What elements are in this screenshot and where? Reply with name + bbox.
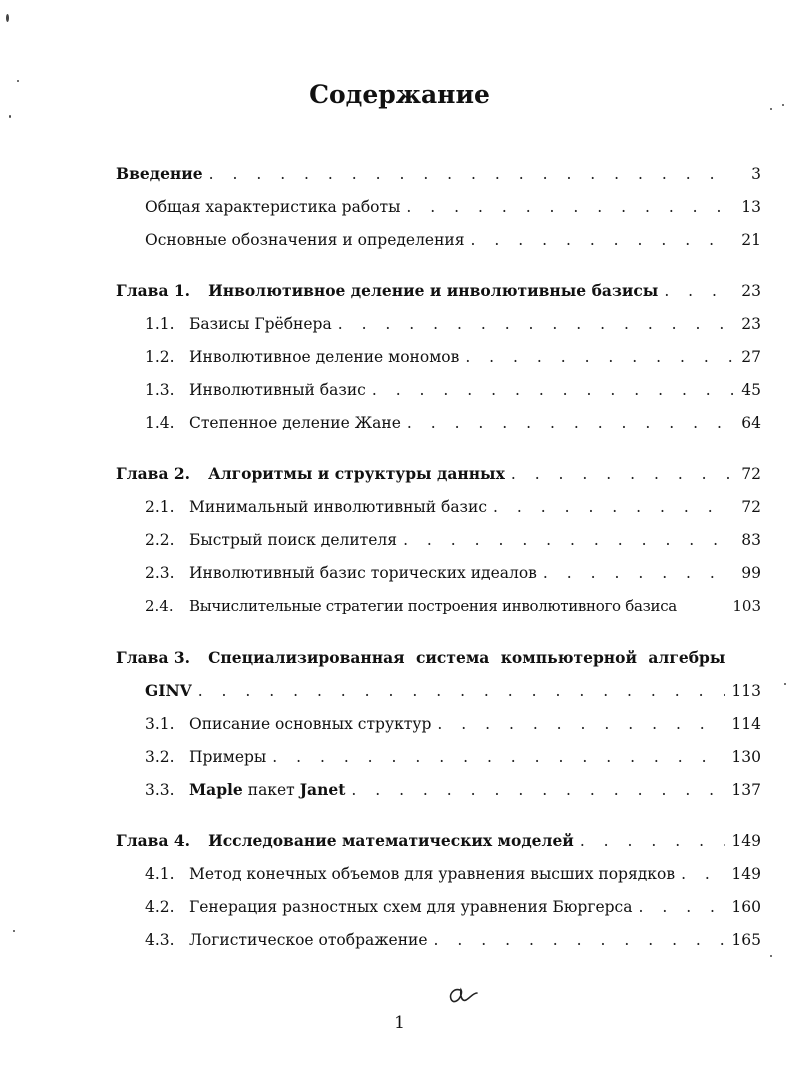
toc-section-number: 3.2. [145,748,175,766]
page-title: Содержание [309,80,490,109]
scan-speck [784,683,786,685]
toc-entry-page: 27 [741,348,761,366]
scan-speck [17,80,19,82]
page-number: 1 [394,1013,405,1033]
toc-chapter-2[interactable] [116,464,761,484]
toc-chapter-1[interactable] [116,281,761,301]
toc-section-number: 2.1. [145,498,175,516]
toc-entry-page: 23 [741,282,761,300]
toc-leader-dots [511,464,733,484]
scan-speck [782,104,784,106]
toc-entry-intro-2[interactable] [145,230,761,250]
toc-entry-title: Примеры [189,748,267,766]
toc-title-package: пакет [247,781,295,799]
toc-section-2-4[interactable] [145,596,761,616]
toc-entry-page: 64 [741,414,761,432]
toc-section-4-2[interactable] [145,897,761,917]
toc-section-number: 4.1. [145,865,175,883]
toc-leader-dots [465,347,733,367]
scan-speck [770,108,772,110]
toc-leader-dots [209,164,733,184]
toc-entry-title: Степенное деление Жане [189,414,401,432]
scan-speck [9,115,11,118]
toc-leader-dots [272,747,725,767]
toc-section-number: 1.4. [145,414,175,432]
toc-leader-dots [372,380,733,400]
toc-section-number: 2.2. [145,531,175,549]
toc-entry-title: Основные обозначения и определения [145,231,465,249]
toc-entry-title: Быстрый поиск делителя [189,531,398,549]
toc-section-number: 1.2. [145,348,175,366]
toc-leader-dots [406,197,733,217]
toc-leader-dots [681,864,725,884]
toc-leader-dots [493,497,733,517]
toc-section-4-3[interactable] [145,930,761,950]
toc-section-1-3[interactable] [145,380,761,400]
toc-entry-title: Генерация разностных схем для уравнения Бюргерса [189,898,633,916]
toc-entry-page: 113 [731,682,761,700]
toc-chapter-label: Глава 2. [116,464,191,483]
handwritten-mark-icon [446,984,480,1010]
toc-entry-page: 45 [741,381,761,399]
toc-entry-page: 149 [731,865,761,883]
toc-entry-page: 165 [731,931,761,949]
toc-section-number: 2.3. [145,564,175,582]
toc-entry-page: 21 [741,231,761,249]
toc-section-number: 2.4. [145,597,174,615]
toc-section-1-1[interactable] [145,314,761,334]
toc-entry-title: Минимальный инволютивный базис [189,498,488,516]
toc-entry-page: 137 [731,781,761,799]
toc-chapter-title: Инволютивное деление и инволютивные базисы [208,281,659,300]
toc-entry-page: 13 [741,198,761,216]
toc-entry-page: 3 [751,165,761,183]
toc-entry-title: Общая характеристика работы [145,198,401,216]
toc-section-3-3[interactable] [145,780,761,800]
toc-entry-title: Введение [116,164,203,183]
toc-chapter-4[interactable] [116,831,761,851]
toc-section-number: 1.1. [145,315,175,333]
toc-chapter-title: Алгоритмы и структуры данных [208,464,505,483]
toc-entry-title: Инволютивный базис торических идеалов [189,564,537,582]
toc-entry-title: Инволютивный базис [189,381,366,399]
toc-entry-title [189,780,345,800]
toc-chapter-label: Глава 4. [116,831,191,850]
toc-title-janet: Janet [299,780,346,799]
toc-entry-page: 23 [741,315,761,333]
toc-entry-intro[interactable] [116,164,761,184]
toc-entry-page: 99 [741,564,761,582]
toc-entry-page: 103 [732,597,761,615]
toc-entry-page: 130 [731,748,761,766]
toc-section-number: 3.3. [145,781,175,799]
toc-section-number: 4.3. [145,931,175,949]
toc-chapter-label: Глава 1. [116,281,191,300]
toc-chapter-title: Специализированная система компьютерной алгебры [208,648,726,667]
toc-chapter-3[interactable] [116,648,761,668]
toc-entry-title: Описание основных структур [189,715,432,733]
toc-entry-page: 72 [741,498,761,516]
toc-section-2-2[interactable] [145,530,761,550]
toc-leader-dots [407,413,733,433]
toc-section-3-2[interactable] [145,747,761,767]
toc-chapter-label: Глава 3. [116,648,191,667]
toc-entry-page: 83 [741,531,761,549]
toc-section-number: 4.2. [145,898,175,916]
toc-entry-title: Логистическое отображение [189,931,428,949]
toc-entry-title: Вычислительные стратегии построения инволютивного базиса [189,597,677,615]
toc-entry-title: Метод конечных объемов для уравнения высших порядков [189,865,676,883]
toc-leader-dots [580,831,726,851]
toc-leader-dots [543,563,733,583]
toc-entry-page: 114 [731,715,761,733]
toc-section-number: 1.3. [145,381,175,399]
toc-entry-page: 160 [731,898,761,916]
toc-leader-dots [437,714,725,734]
toc-chapter-3-continued[interactable] [145,681,761,701]
toc-entry-title: Базисы Грёбнера [189,315,332,333]
toc-entry-page: 149 [731,832,761,850]
toc-section-1-4[interactable] [145,413,761,433]
toc-entry-intro-1[interactable] [145,197,761,217]
toc-leader-dots [434,930,726,950]
scan-speck [770,955,772,957]
toc-leader-dots [198,681,726,701]
toc-section-2-1[interactable] [145,497,761,517]
toc-section-2-3[interactable] [145,563,761,583]
toc-section-3-1[interactable] [145,714,761,734]
toc-section-4-1[interactable] [145,864,761,884]
scan-speck [6,14,9,22]
toc-title-maple: Maple [189,780,243,799]
toc-entry-page: 72 [741,465,761,483]
toc-entry-title: Инволютивное деление мономов [189,348,460,366]
toc-leader-dots [338,314,733,334]
toc-leader-dots [664,281,733,301]
toc-section-1-2[interactable] [145,347,761,367]
toc-leader-dots [471,230,733,250]
toc-section-number: 3.1. [145,715,175,733]
toc-chapter-title-continued: GINV [145,681,192,700]
scan-speck [13,930,15,932]
toc-leader-dots [638,897,725,917]
toc-chapter-title: Исследование математических моделей [208,831,574,850]
toc-leader-dots [403,530,733,550]
toc-leader-dots [351,780,725,800]
